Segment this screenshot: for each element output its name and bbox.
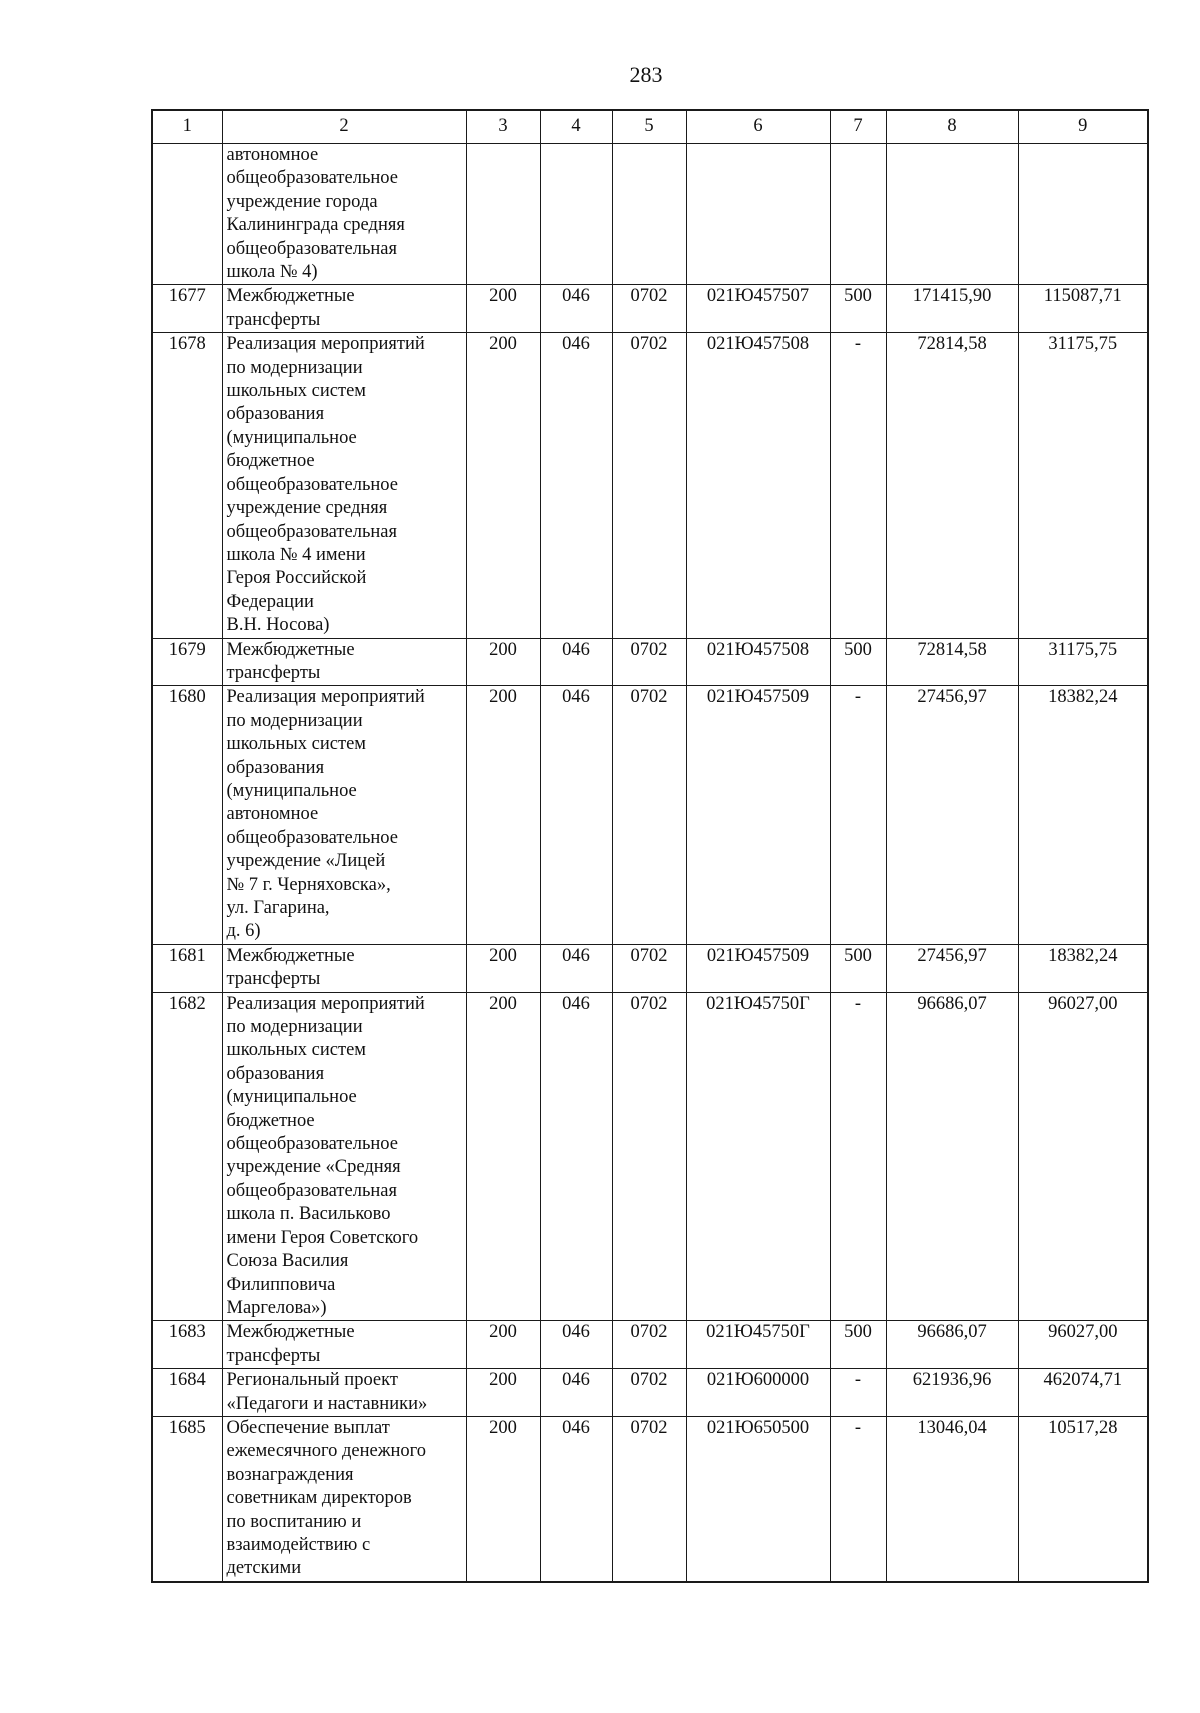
cell-col-6: 021Ю457509 bbox=[686, 686, 830, 944]
cell-col-8: 13046,04 bbox=[886, 1416, 1018, 1581]
cell-col-4: 046 bbox=[540, 686, 612, 944]
table-row bbox=[152, 992, 1148, 1321]
cell-col-7: 500 bbox=[830, 944, 886, 992]
cell-col-7: - bbox=[830, 992, 886, 1321]
header-col-1: 1 bbox=[152, 110, 222, 144]
row-name: Региональный проект «Педагоги и наставники» bbox=[222, 1369, 466, 1417]
cell-col-9: 96027,00 bbox=[1018, 1321, 1148, 1369]
cell-col-6: 021Ю600000 bbox=[686, 1369, 830, 1417]
cell-col-8: 72814,58 bbox=[886, 638, 1018, 686]
cell-col-6: 021Ю45750Г bbox=[686, 992, 830, 1321]
cell-col-8: 72814,58 bbox=[886, 333, 1018, 638]
page-number: 283 bbox=[629, 62, 663, 87]
cell-col-8: 27456,97 bbox=[886, 686, 1018, 944]
row-number: 1682 bbox=[152, 992, 222, 1321]
cell-col-4: 046 bbox=[540, 638, 612, 686]
cell-col-8: 171415,90 bbox=[886, 285, 1018, 333]
row-name: Межбюджетные трансферты bbox=[222, 638, 466, 686]
cell-col-6: 021Ю457508 bbox=[686, 333, 830, 638]
row-name: Межбюджетные трансферты bbox=[222, 285, 466, 333]
table-row bbox=[152, 333, 1148, 638]
table-body bbox=[152, 144, 1148, 1582]
cell-col-4: 046 bbox=[540, 944, 612, 992]
cell-col-7: - bbox=[830, 1369, 886, 1417]
row-number: 1683 bbox=[152, 1321, 222, 1369]
row-number: 1677 bbox=[152, 285, 222, 333]
cell-col-9: 31175,75 bbox=[1018, 333, 1148, 638]
cell-col-3: 200 bbox=[466, 285, 540, 333]
cell-col-7: 500 bbox=[830, 1321, 886, 1369]
cell-col-5: 0702 bbox=[612, 638, 686, 686]
cell-col-6: 021Ю650500 bbox=[686, 1416, 830, 1581]
header-row bbox=[152, 110, 1148, 144]
table-row bbox=[152, 144, 1148, 285]
cell-col-3: 200 bbox=[466, 992, 540, 1321]
header-col-2: 2 bbox=[222, 110, 466, 144]
cell-col-9: 31175,75 bbox=[1018, 638, 1148, 686]
cell-col-5: 0702 bbox=[612, 944, 686, 992]
cell-col-9: 18382,24 bbox=[1018, 686, 1148, 944]
cell-col-3: 200 bbox=[466, 1369, 540, 1417]
row-number: 1685 bbox=[152, 1416, 222, 1581]
cell-col-5: 0702 bbox=[612, 1369, 686, 1417]
cell-col-5: 0702 bbox=[612, 1321, 686, 1369]
budget-table bbox=[151, 109, 1149, 1583]
table-row bbox=[152, 686, 1148, 944]
cell-col-3: 200 bbox=[466, 944, 540, 992]
cell-col-6: 021Ю457509 bbox=[686, 944, 830, 992]
cell-col-3: 200 bbox=[466, 333, 540, 638]
cell-col-9 bbox=[1018, 144, 1148, 285]
row-name: Обеспечение выплат ежемесячного денежного вознаграждения советникам директоров по воспитанию и взаимодействию с детскими bbox=[222, 1416, 466, 1581]
cell-col-4: 046 bbox=[540, 992, 612, 1321]
cell-col-3 bbox=[466, 144, 540, 285]
cell-col-7 bbox=[830, 144, 886, 285]
cell-col-4 bbox=[540, 144, 612, 285]
cell-col-6: 021Ю457508 bbox=[686, 638, 830, 686]
row-number: 1679 bbox=[152, 638, 222, 686]
table-row bbox=[152, 285, 1148, 333]
row-name: автономное общеобразовательное учреждение города Калининграда средняя общеобразовательная школа № 4) bbox=[222, 144, 466, 285]
row-number: 1684 bbox=[152, 1369, 222, 1417]
cell-col-3: 200 bbox=[466, 638, 540, 686]
row-number: 1681 bbox=[152, 944, 222, 992]
cell-col-5: 0702 bbox=[612, 333, 686, 638]
header-col-4: 4 bbox=[540, 110, 612, 144]
cell-col-8: 621936,96 bbox=[886, 1369, 1018, 1417]
cell-col-8: 27456,97 bbox=[886, 944, 1018, 992]
cell-col-9: 18382,24 bbox=[1018, 944, 1148, 992]
cell-col-5: 0702 bbox=[612, 992, 686, 1321]
cell-col-5 bbox=[612, 144, 686, 285]
cell-col-6 bbox=[686, 144, 830, 285]
row-name: Межбюджетные трансферты bbox=[222, 1321, 466, 1369]
cell-col-3: 200 bbox=[466, 686, 540, 944]
cell-col-4: 046 bbox=[540, 1416, 612, 1581]
cell-col-9: 115087,71 bbox=[1018, 285, 1148, 333]
row-number: 1680 bbox=[152, 686, 222, 944]
cell-col-9: 462074,71 bbox=[1018, 1369, 1148, 1417]
table-row bbox=[152, 944, 1148, 992]
cell-col-8: 96686,07 bbox=[886, 1321, 1018, 1369]
cell-col-8 bbox=[886, 144, 1018, 285]
cell-col-3: 200 bbox=[466, 1321, 540, 1369]
cell-col-7: - bbox=[830, 1416, 886, 1581]
cell-col-7: 500 bbox=[830, 638, 886, 686]
row-name: Реализация мероприятий по модернизации школьных систем образования (муниципальное бюджетное общеобразовательное учреждение средняя общеобразовательная школа № 4 имени Героя Российской Федерации В.Н. Носова) bbox=[222, 333, 466, 638]
cell-col-5: 0702 bbox=[612, 1416, 686, 1581]
cell-col-7: - bbox=[830, 333, 886, 638]
row-name: Межбюджетные трансферты bbox=[222, 944, 466, 992]
cell-col-8: 96686,07 bbox=[886, 992, 1018, 1321]
cell-col-5: 0702 bbox=[612, 686, 686, 944]
row-number: 1678 bbox=[152, 333, 222, 638]
cell-col-7: - bbox=[830, 686, 886, 944]
header-col-5: 5 bbox=[612, 110, 686, 144]
row-number bbox=[152, 144, 222, 285]
cell-col-4: 046 bbox=[540, 285, 612, 333]
header-col-3: 3 bbox=[466, 110, 540, 144]
header-col-8: 8 bbox=[886, 110, 1018, 144]
cell-col-9: 10517,28 bbox=[1018, 1416, 1148, 1581]
header-col-7: 7 bbox=[830, 110, 886, 144]
row-name: Реализация мероприятий по модернизации школьных систем образования (муниципальное автономное общеобразовательное учреждение «Лицей № 7 г. Черняховска», ул. Гагарина, д. 6) bbox=[222, 686, 466, 944]
header-col-6: 6 bbox=[686, 110, 830, 144]
table-row bbox=[152, 1416, 1148, 1581]
cell-col-4: 046 bbox=[540, 333, 612, 638]
cell-col-4: 046 bbox=[540, 1369, 612, 1417]
row-name: Реализация мероприятий по модернизации школьных систем образования (муниципальное бюджетное общеобразовательное учреждение «Средняя общеобразовательная школа п. Васильково имени Героя Советского Союза Василия Филипповича Маргелова») bbox=[222, 992, 466, 1321]
cell-col-3: 200 bbox=[466, 1416, 540, 1581]
cell-col-9: 96027,00 bbox=[1018, 992, 1148, 1321]
table-row bbox=[152, 1321, 1148, 1369]
table-row bbox=[152, 638, 1148, 686]
cell-col-4: 046 bbox=[540, 1321, 612, 1369]
table-row bbox=[152, 1369, 1148, 1417]
cell-col-7: 500 bbox=[830, 285, 886, 333]
cell-col-5: 0702 bbox=[612, 285, 686, 333]
header-col-9: 9 bbox=[1018, 110, 1148, 144]
cell-col-6: 021Ю457507 bbox=[686, 285, 830, 333]
cell-col-6: 021Ю45750Г bbox=[686, 1321, 830, 1369]
